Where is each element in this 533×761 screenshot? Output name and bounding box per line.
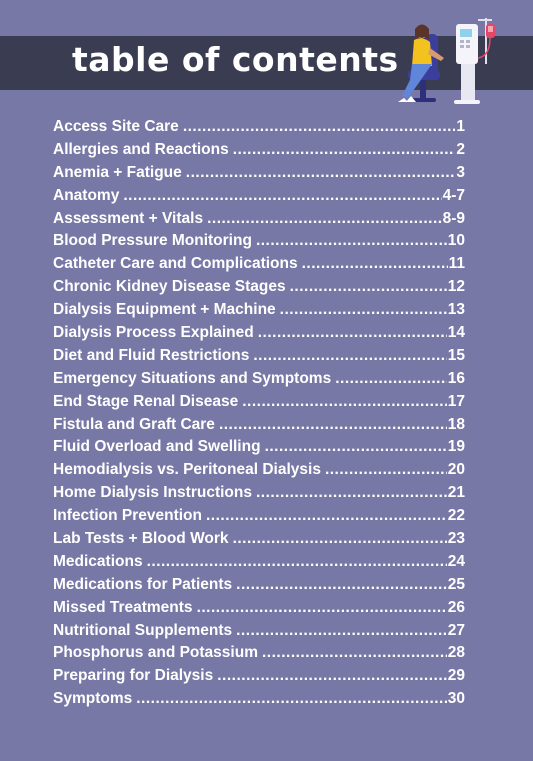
toc-entry-hemo-vs-peritoneal — [53, 459, 465, 482]
toc-entry-symptoms — [53, 688, 465, 711]
toc-entry-missed-treatments — [53, 597, 465, 620]
toc-leader-dots — [290, 276, 447, 299]
toc-entry-page: 1 — [456, 118, 465, 135]
toc-entry-title: Infection Prevention — [53, 507, 202, 525]
toc-entry-page: 22 — [447, 507, 465, 525]
toc-entry-page: 13 — [447, 301, 465, 319]
page-title: table of contents — [72, 40, 399, 79]
toc-entry-page: 17 — [447, 392, 465, 410]
toc-entry-page: 8-9 — [442, 209, 465, 227]
toc-entry-title: Allergies and Reactions — [53, 140, 229, 158]
toc-entry-title: Fluid Overload and Swelling — [53, 438, 261, 456]
toc-entry-title: Dialysis Equipment + Machine — [53, 301, 276, 319]
toc-entry-esrd — [53, 391, 465, 414]
table-of-contents — [53, 116, 465, 711]
toc-entry-phosphorus-potassium — [53, 642, 465, 665]
toc-leader-dots — [197, 597, 447, 620]
toc-leader-dots — [258, 322, 447, 345]
toc-entry-title: Missed Treatments — [53, 598, 193, 616]
toc-entry-lab-tests — [53, 528, 465, 551]
toc-leader-dots — [186, 162, 456, 185]
toc-leader-dots — [325, 459, 447, 482]
toc-entry-home-dialysis — [53, 482, 465, 505]
toc-entry-page: 3 — [456, 163, 465, 181]
toc-leader-dots — [236, 620, 447, 643]
toc-leader-dots — [219, 414, 447, 437]
toc-entry-fluid-overload — [53, 436, 465, 459]
toc-entry-catheter-care — [53, 253, 465, 276]
dialysis-patient-illustration-icon — [378, 14, 500, 108]
toc-entry-title: Nutritional Supplements — [53, 621, 233, 639]
toc-entry-title: Preparing for Dialysis — [53, 667, 214, 685]
toc-entry-page: 26 — [447, 598, 465, 616]
toc-entry-medications — [53, 551, 465, 574]
toc-entry-page: 25 — [447, 575, 465, 593]
toc-leader-dots — [233, 139, 456, 162]
toc-entry-title: Medications for Patients — [53, 575, 233, 593]
toc-entry-page: 27 — [447, 621, 465, 639]
toc-entry-title: Assessment + Vitals — [53, 209, 204, 227]
toc-entry-anemia-fatigue — [53, 162, 465, 185]
toc-entry-title: Anemia + Fatigue — [53, 163, 182, 181]
toc-leader-dots — [136, 688, 447, 711]
toc-entry-access-site-care — [53, 116, 465, 139]
toc-leader-dots — [242, 391, 447, 414]
toc-leader-dots — [236, 574, 447, 597]
toc-leader-dots — [123, 185, 441, 208]
toc-entry-title: Hemodialysis vs. Peritoneal Dialysis — [53, 461, 321, 479]
toc-entry-page: 18 — [447, 415, 465, 433]
toc-entry-title: Phosphorus and Potassium — [53, 644, 258, 662]
toc-entry-dialysis-equipment — [53, 299, 465, 322]
toc-entry-title: Emergency Situations and Symptoms — [53, 369, 332, 387]
toc-entry-title: Chronic Kidney Disease Stages — [53, 278, 286, 296]
toc-entry-title: Dialysis Process Explained — [53, 324, 254, 342]
toc-leader-dots — [207, 208, 442, 231]
toc-entry-emergency-situations — [53, 368, 465, 391]
toc-entry-ckd-stages — [53, 276, 465, 299]
toc-entry-page: 28 — [447, 644, 465, 662]
toc-entry-preparing-for-dialysis — [53, 665, 465, 688]
toc-leader-dots — [253, 345, 446, 368]
toc-entry-title: Home Dialysis Instructions — [53, 484, 252, 502]
toc-leader-dots — [183, 116, 456, 139]
toc-leader-dots — [265, 436, 447, 459]
toc-entry-title: Access Site Care — [53, 118, 179, 135]
toc-entry-title: Lab Tests + Blood Work — [53, 530, 229, 548]
toc-entry-title: Symptoms — [53, 690, 133, 708]
toc-entry-allergies-and-reactions — [53, 139, 465, 162]
toc-entry-blood-pressure-monitoring — [53, 230, 465, 253]
toc-leader-dots — [147, 551, 447, 574]
toc-entry-dialysis-process — [53, 322, 465, 345]
toc-entry-page: 11 — [448, 255, 465, 273]
toc-entry-anatomy — [53, 185, 465, 208]
toc-entry-nutritional-supplements — [53, 620, 465, 643]
toc-entry-page: 16 — [447, 369, 465, 387]
toc-entry-title: Anatomy — [53, 186, 120, 204]
toc-entry-title: Blood Pressure Monitoring — [53, 232, 252, 250]
toc-entry-page: 30 — [447, 690, 465, 708]
toc-entry-page: 10 — [447, 232, 465, 250]
toc-leader-dots — [262, 642, 447, 665]
toc-entry-page: 19 — [447, 438, 465, 456]
toc-entry-fistula-graft — [53, 414, 465, 437]
toc-leader-dots — [206, 505, 447, 528]
toc-entry-title: Medications — [53, 552, 143, 570]
toc-entry-infection-prevention — [53, 505, 465, 528]
toc-entry-page: 29 — [447, 667, 465, 685]
dialysis-machine-icon — [454, 18, 495, 104]
toc-entry-page: 15 — [447, 346, 465, 364]
toc-entry-page: 2 — [456, 140, 465, 158]
toc-entry-page: 23 — [447, 530, 465, 548]
toc-entry-page: 24 — [447, 552, 465, 570]
toc-entry-title: End Stage Renal Disease — [53, 392, 239, 410]
toc-leader-dots — [302, 253, 448, 276]
toc-leader-dots — [280, 299, 447, 322]
toc-entry-diet-fluid — [53, 345, 465, 368]
toc-entry-page: 21 — [447, 484, 465, 502]
toc-entry-title: Catheter Care and Complications — [53, 255, 298, 273]
toc-entry-medications-for-patients — [53, 574, 465, 597]
toc-leader-dots — [256, 482, 447, 505]
toc-leader-dots — [217, 665, 447, 688]
toc-entry-title: Fistula and Graft Care — [53, 415, 215, 433]
toc-entry-page: 12 — [447, 278, 465, 296]
toc-entry-assessment-vitals — [53, 208, 465, 231]
toc-leader-dots — [233, 528, 447, 551]
toc-entry-page: 20 — [447, 461, 465, 479]
toc-leader-dots — [335, 368, 447, 391]
toc-entry-page: 14 — [447, 324, 465, 342]
toc-leader-dots — [256, 230, 447, 253]
toc-entry-page: 4-7 — [442, 186, 465, 204]
toc-entry-title: Diet and Fluid Restrictions — [53, 346, 250, 364]
